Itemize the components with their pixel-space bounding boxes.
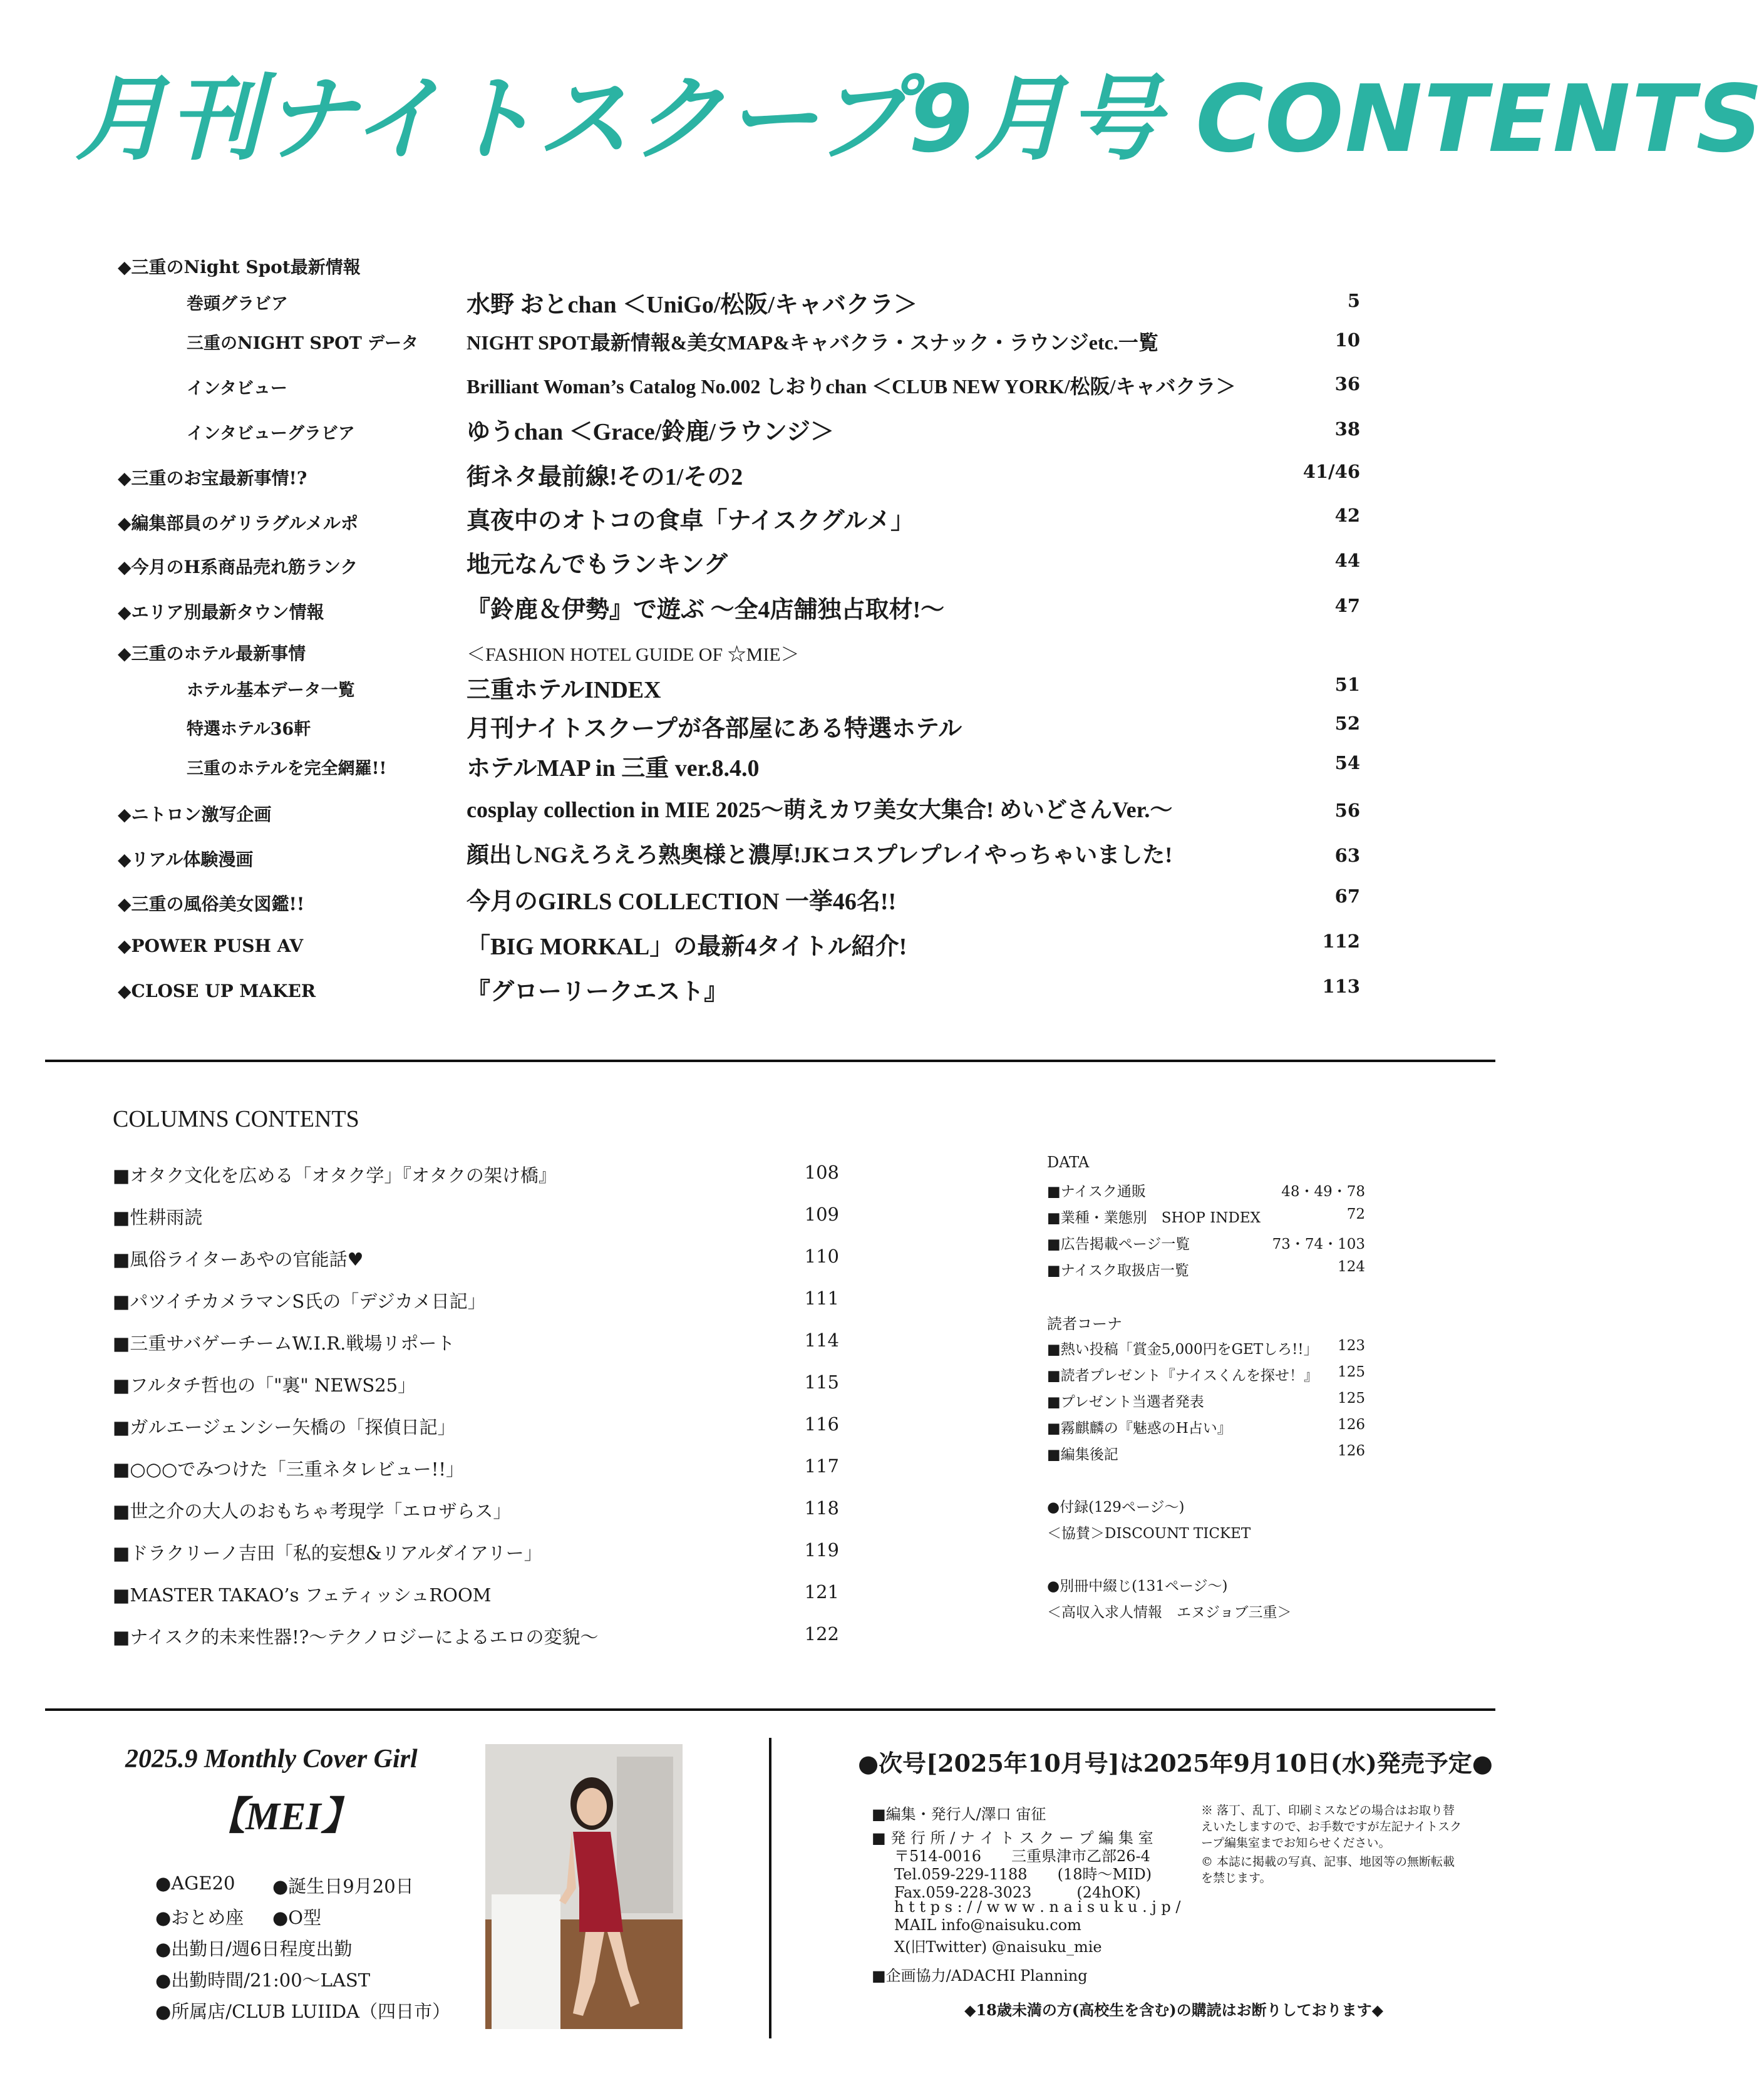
toc-row <box>0 368 1573 406</box>
list-item-page: 73・74・103 <box>1272 1236 1365 1252</box>
list-item: ■編集後記 <box>1047 1447 1118 1463</box>
divider <box>45 1708 1495 1711</box>
list-item-page: 48・49・78 <box>1281 1184 1365 1200</box>
list-item-page: 126 <box>1338 1417 1365 1433</box>
toc-subsection: インタビュー <box>187 379 287 398</box>
appendix-heading: ●別冊中綴じ(131ページ～) <box>1047 1578 1228 1594</box>
toc-row <box>0 590 1573 627</box>
toc-subsection: 特選ホテル36軒 <box>187 720 311 739</box>
list-item-page: 108 <box>804 1162 839 1183</box>
list-item: ■ガルエージェンシー矢橋の「探偵日記」 <box>113 1417 456 1438</box>
cover-girl-birthday: ●誕生日9月20日 <box>272 1876 414 1897</box>
list-item-page: 125 <box>1338 1364 1365 1380</box>
toc-row <box>0 670 1573 708</box>
list-item-page: 114 <box>804 1330 839 1351</box>
list-item-page: 126 <box>1338 1443 1365 1459</box>
page-title: 月刊ナイトスクープ9月号 CONTENTS <box>75 65 1764 173</box>
toc-section: ◆三重のお宝最新事情!? <box>118 468 307 488</box>
toc-row <box>0 545 1573 582</box>
table-of-contents <box>0 0 1764 1015</box>
mail-address[interactable]: MAIL info@naisuku.com <box>894 1916 1081 1934</box>
toc-description: 顔出しNGえろえろ熟奥様と濃厚!JKコスプレプレイやっちゃいました! <box>467 842 1173 867</box>
toc-subsection: インタビューグラビア <box>187 424 355 443</box>
toc-page: 38 <box>1334 418 1360 440</box>
toc-row <box>0 324 1573 362</box>
vertical-divider <box>769 1738 771 2038</box>
columns-heading: COLUMNS CONTENTS <box>113 1106 359 1132</box>
toc-section: ◆編集部員のゲリラグルメルポ <box>118 513 358 534</box>
toc-section: ◆三重のNight Spot最新情報 <box>118 257 361 277</box>
toc-section: ◆三重の風俗美女図鑑!! <box>118 894 305 914</box>
list-item: ■読者プレゼント『ナイスくんを探せ！』 <box>1047 1368 1318 1384</box>
address: 〒514-0016 三重県津市乙部26-4 <box>894 1847 1150 1865</box>
list-item: ■風俗ライターあやの官能話♥ <box>113 1249 364 1270</box>
toc-row <box>0 837 1573 875</box>
toc-row <box>0 927 1573 964</box>
toc-page: 52 <box>1334 713 1360 734</box>
toc-subsection: 三重のNIGHT SPOT データ <box>187 334 419 353</box>
cover-girl-age: ●AGE20 <box>155 1872 235 1894</box>
toc-row <box>0 457 1573 495</box>
toc-description: 『グローリークエスト』 <box>467 979 728 1005</box>
appendix-heading: ●付録(129ページ～) <box>1047 1499 1185 1516</box>
toc-page: 36 <box>1334 373 1360 395</box>
toc-description: 三重ホテルINDEX <box>467 677 661 703</box>
toc-section: ◆今月のH系商品売れ筋ランク <box>118 557 358 577</box>
toc-subsection: ホテル基本データ一覧 <box>187 681 355 700</box>
editor-info: ■編集・発行人/澤口 宙征 <box>872 1805 1046 1823</box>
data-heading: DATA <box>1047 1154 1090 1171</box>
toc-description: 「BIG MORKAL」の最新4タイトル紹介! <box>467 934 907 960</box>
cover-girl-blood: ●O型 <box>272 1907 322 1928</box>
cover-girl-name: 【MEI】 <box>207 1795 360 1838</box>
toc-section: ◆リアル体験漫画 <box>118 849 254 870</box>
copyright-note: © 本誌に掲載の写真、記事、地図等の無断転載を禁じます。 <box>1201 1855 1455 1885</box>
office-info: ■ 発 行 所 / ナ イ ト ス ク ー プ 編 集 室 <box>872 1829 1153 1847</box>
cover-girl-illustration <box>485 1744 683 2029</box>
appendix-detail: ＜高収入求人情報 エヌジョブ三重＞ <box>1047 1604 1292 1621</box>
list-item-page: 72 <box>1346 1206 1365 1222</box>
cover-girl-shop: ●所属店/CLUB LUIIDA（四日市） <box>155 2001 451 2022</box>
list-item-page: 125 <box>1338 1390 1365 1407</box>
list-item: ■三重サバゲーチームW.I.R.戦場リポート <box>113 1333 455 1354</box>
list-item: ■熱い投稿「賞金5,000円をGETしろ!!」 <box>1047 1341 1318 1358</box>
toc-row <box>0 412 1573 450</box>
toc-section: ◆POWER PUSH AV <box>118 936 304 956</box>
toc-row <box>0 634 1573 671</box>
toc-description: ホテルMAP in 三重 ver.8.4.0 <box>467 755 760 782</box>
list-item: ■プレゼント当選者発表 <box>1047 1394 1204 1410</box>
toc-page: 112 <box>1322 931 1360 952</box>
planning-info: ■企画協力/ADACHI Planning <box>872 1967 1088 1985</box>
toc-description: 今月のGIRLS COLLECTION 一挙46名!! <box>467 889 897 915</box>
cover-girl-photo <box>485 1744 683 2029</box>
toc-section: ◆エリア別最新タウン情報 <box>118 602 324 622</box>
list-item-page: 116 <box>804 1413 839 1435</box>
toc-page: 10 <box>1334 329 1360 351</box>
toc-description: 水野 おとchan ＜UniGo/松阪/キャバクラ＞ <box>467 292 917 318</box>
toc-description: ＜FASHION HOTEL GUIDE OF ☆MIE＞ <box>467 644 800 665</box>
toc-row <box>0 709 1573 746</box>
toc-section: ◆ニトロン激写企画 <box>118 804 272 825</box>
cover-girl-shift-hours: ●出勤時間/21:00～LAST <box>155 1970 371 1991</box>
toc-page: 42 <box>1334 505 1360 526</box>
twitter-handle[interactable]: X(旧Twitter) @naisuku_mie <box>894 1938 1102 1956</box>
toc-page: 41/46 <box>1302 461 1360 482</box>
list-item: ■○○○でみつけた「三重ネタレビュー!!」 <box>113 1459 465 1480</box>
toc-row <box>0 882 1573 919</box>
cover-girl-shift-days: ●出勤日/週6日程度出勤 <box>155 1938 353 1960</box>
fax: Fax.059-228-3023 (24hOK) <box>894 1884 1141 1901</box>
list-item: ■霧麒麟の『魅惑のH占い』 <box>1047 1420 1232 1437</box>
toc-section: ◆三重のホテル最新事情 <box>118 643 306 664</box>
toc-page: 47 <box>1334 595 1360 616</box>
list-item: ■MASTER TAKAO’s フェティッシュROOM <box>113 1584 492 1606</box>
toc-description: 『鈴鹿＆伊勢』で遊ぶ ～全4店舗独占取材!～ <box>467 597 945 623</box>
toc-description: cosplay collection in MIE 2025～萌えカワ美女大集合! めいどさんVer.～ <box>467 797 1173 822</box>
cover-girl-heading: 2025.9 Monthly Cover Girl <box>125 1745 418 1774</box>
toc-description: 地元なんでもランキング <box>467 552 728 578</box>
list-item-page: 122 <box>804 1623 839 1645</box>
list-item: ■ナイスク取扱店一覧 <box>1047 1263 1189 1279</box>
toc-row <box>0 501 1573 539</box>
list-item: ■ナイスク通販 <box>1047 1184 1146 1200</box>
list-item-page: 118 <box>804 1497 839 1519</box>
toc-row <box>0 285 1573 323</box>
list-item: ■性耕雨読 <box>113 1207 203 1228</box>
reader-heading: 読者コーナ <box>1047 1315 1122 1333</box>
list-item: ■ナイスク的未来性器!?～テクノロジーによるエロの変貌～ <box>113 1626 599 1648</box>
website-url[interactable]: h t t p s : / / w w w . n a i s u k u . j p / <box>894 1898 1181 1916</box>
toc-subsection: 三重のホテルを完全網羅!! <box>187 759 387 778</box>
list-item-page: 121 <box>804 1581 839 1603</box>
toc-subsection: 巻頭グラビア <box>187 294 288 314</box>
toc-row <box>0 972 1573 1010</box>
list-item: ■オタク文化を広める「オタク学」『オタクの架け橋』 <box>113 1165 557 1186</box>
toc-page: 56 <box>1334 800 1360 821</box>
age-restriction-notice: ◆18歳未満の方(高校生を含む)の購読はお断りしております◆ <box>964 2001 1384 2019</box>
toc-section: ◆CLOSE UP MAKER <box>118 981 316 1001</box>
toc-description: Brilliant Woman’s Catalog No.002 しおりchan ＜CLUB NEW YORK/松阪/キャバクラ＞ <box>467 375 1236 398</box>
list-item-page: 123 <box>1338 1338 1365 1354</box>
toc-page: 5 <box>1347 290 1360 311</box>
list-item-page: 111 <box>804 1288 839 1309</box>
cover-girl-sign: ●おとめ座 <box>155 1907 244 1928</box>
list-item: ■ドラクリーノ吉田「私的妄想&リアルダイアリー」 <box>113 1542 542 1564</box>
list-item-page: 110 <box>804 1246 839 1267</box>
toc-row <box>0 792 1573 830</box>
toc-page: 44 <box>1334 550 1360 571</box>
toc-page: 51 <box>1334 674 1360 695</box>
list-item: ■パツイチカメラマンS氏の「デジカメ日記」 <box>113 1291 486 1312</box>
list-item-page: 109 <box>804 1204 839 1225</box>
toc-page: 113 <box>1322 976 1360 997</box>
toc-description: 街ネタ最前線!その1/その2 <box>467 464 743 490</box>
list-item: ■フルタチ哲也の「"裏" NEWS25」 <box>113 1375 416 1396</box>
list-item-page: 117 <box>804 1455 839 1477</box>
toc-page: 67 <box>1334 886 1360 907</box>
divider <box>45 1060 1495 1062</box>
toc-page: 63 <box>1334 845 1360 866</box>
toc-row <box>0 748 1573 786</box>
toc-description: NIGHT SPOT最新情報&美女MAP&キャバクラ・スナック・ラウンジetc.一覧 <box>467 331 1158 354</box>
list-item-page: 119 <box>804 1539 839 1561</box>
toc-page: 54 <box>1334 752 1360 773</box>
list-item: ■広告掲載ページ一覧 <box>1047 1236 1190 1252</box>
list-item-page: 115 <box>804 1371 839 1393</box>
next-issue-notice: ●次号[2025年10月号]は2025年9月10日(水)発売予定● <box>858 1749 1493 1777</box>
replacement-note: ※ 落丁、乱丁、印刷ミスなどの場合はお取り替えいたしますので、お手数ですが左記ナイトスクープ編集室までお知らせください。 <box>1201 1804 1462 1850</box>
appendix-detail: ＜協賛＞DISCOUNT TICKET <box>1047 1526 1251 1542</box>
list-item: ■世之介の大人のおもちゃ考現学「エロザらス」 <box>113 1500 512 1522</box>
toc-description: 月刊ナイトスクープが各部屋にある特選ホテル <box>467 716 962 742</box>
telephone: Tel.059-229-1188 (18時～MID) <box>894 1866 1152 1883</box>
list-item-page: 124 <box>1338 1259 1365 1275</box>
toc-description: ゆうchan ＜Grace/鈴鹿/ラウンジ＞ <box>467 419 834 445</box>
toc-description: 真夜中のオトコの食卓「ナイスクグルメ」 <box>467 508 915 534</box>
list-item: ■業種・業態別 SHOP INDEX <box>1047 1210 1261 1226</box>
